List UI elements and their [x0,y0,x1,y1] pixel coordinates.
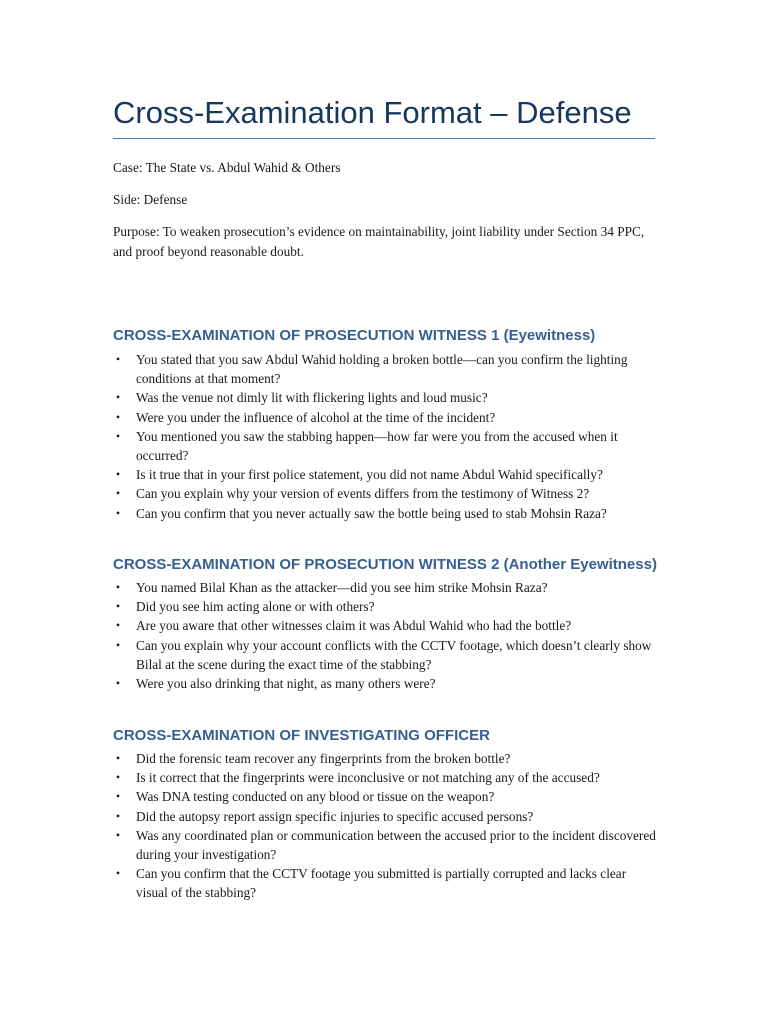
question-list-witness-1 [113,350,658,523]
question-item [113,484,658,503]
question-text: Can you confirm that you never actually saw the bottle being used to stab Mohsin Raza? [136,505,607,521]
question-text: Was DNA testing conducted on any blood or tissue on the weapon? [136,789,495,805]
bullet-icon: • [115,352,121,366]
question-text: Can you explain why your account conflicts with the CCTV footage, which doesn’t clearly show Bilal at the scene during the exact time of the stabbing? [136,637,652,672]
side-line: Side: Defense [113,192,188,207]
question-item [113,504,658,523]
bullet-icon: • [115,808,121,823]
question-item [113,388,658,407]
question-item [113,616,658,635]
question-item [113,749,658,768]
question-text: Is it correct that the fingerprints were inconclusive or not matching any of the accused? [136,770,600,786]
question-list-investigating-officer [113,749,658,903]
question-item [113,408,658,427]
question-item [113,826,658,864]
section-heading-investigating-officer: CROSS-EXAMINATION OF INVESTIGATING OFFICER [113,727,490,744]
question-text: Can you confirm that the CCTV footage you submitted is partially corrupted and lacks clear visual of the stabbing? [136,866,627,901]
bullet-icon: • [115,770,121,785]
question-text: You stated that you saw Abdul Wahid holding a broken bottle—can you confirm the lighting conditions at that moment? [136,352,628,387]
question-item [113,427,658,465]
question-item [113,350,658,388]
section-heading-witness-2: CROSS-EXAMINATION OF PROSECUTION WITNESS 2 (Another Eyewitness) [113,556,657,573]
question-item [113,807,658,826]
bullet-icon: • [115,751,121,765]
question-text: Are you aware that other witnesses claim it was Abdul Wahid who had the bottle? [136,618,572,634]
document-title: Cross-Examination Format – Defense [113,95,632,130]
question-text: Did the forensic team recover any fingerprints from the broken bottle? [136,751,511,766]
bullet-icon: • [115,505,121,520]
question-text: You named Bilal Khan as the attacker—did you see him strike Mohsin Raza? [136,580,548,595]
bullet-icon: • [115,467,121,482]
bullet-icon: • [115,580,121,594]
bullet-icon: • [115,676,121,691]
question-text: Did you see him acting alone or with others? [136,599,375,615]
bullet-icon: • [115,827,121,842]
question-text: Were you also drinking that night, as many others were? [136,676,436,692]
question-text: Was the venue not dimly lit with flickering lights and loud music? [136,390,488,406]
question-item [113,674,658,693]
question-text: Is it true that in your first police statement, you did not name Abdul Wahid specifically? [136,467,603,483]
question-item [113,864,658,902]
bullet-icon: • [115,637,121,652]
question-text: Can you explain why your version of events differs from the testimony of Witness 2? [136,486,590,502]
bullet-icon: • [115,486,121,501]
bullet-icon: • [115,789,121,804]
title-underline [113,138,655,139]
case-line: Case: The State vs. Abdul Wahid & Others [113,160,341,175]
question-text: Did the autopsy report assign specific injuries to specific accused persons? [136,808,534,824]
question-text: Were you under the influence of alcohol at the time of the incident? [136,409,496,425]
question-item [113,465,658,484]
question-list-witness-2 [113,578,658,693]
question-item [113,768,658,787]
question-text: You mentioned you saw the stabbing happen—how far were you from the accused when it occurred? [136,428,618,464]
bullet-icon: • [115,866,121,881]
section-heading-witness-1: CROSS-EXAMINATION OF PROSECUTION WITNESS 1 (Eyewitness) [113,327,596,344]
question-text: Was any coordinated plan or communication between the accused prior to the incident discovered during your investigation? [136,827,656,863]
question-item [113,597,658,616]
question-item [113,787,658,806]
bullet-icon: • [115,618,121,633]
bullet-icon: • [115,390,121,405]
bullet-icon: • [115,428,121,443]
question-item [113,578,658,597]
bullet-icon: • [115,599,121,614]
question-item [113,636,658,674]
bullet-icon: • [115,409,121,424]
purpose-paragraph: Purpose: To weaken prosecution’s evidence on maintainability, joint liability under Section 34 PPC, and proof beyond reasonable doubt. [113,224,645,259]
